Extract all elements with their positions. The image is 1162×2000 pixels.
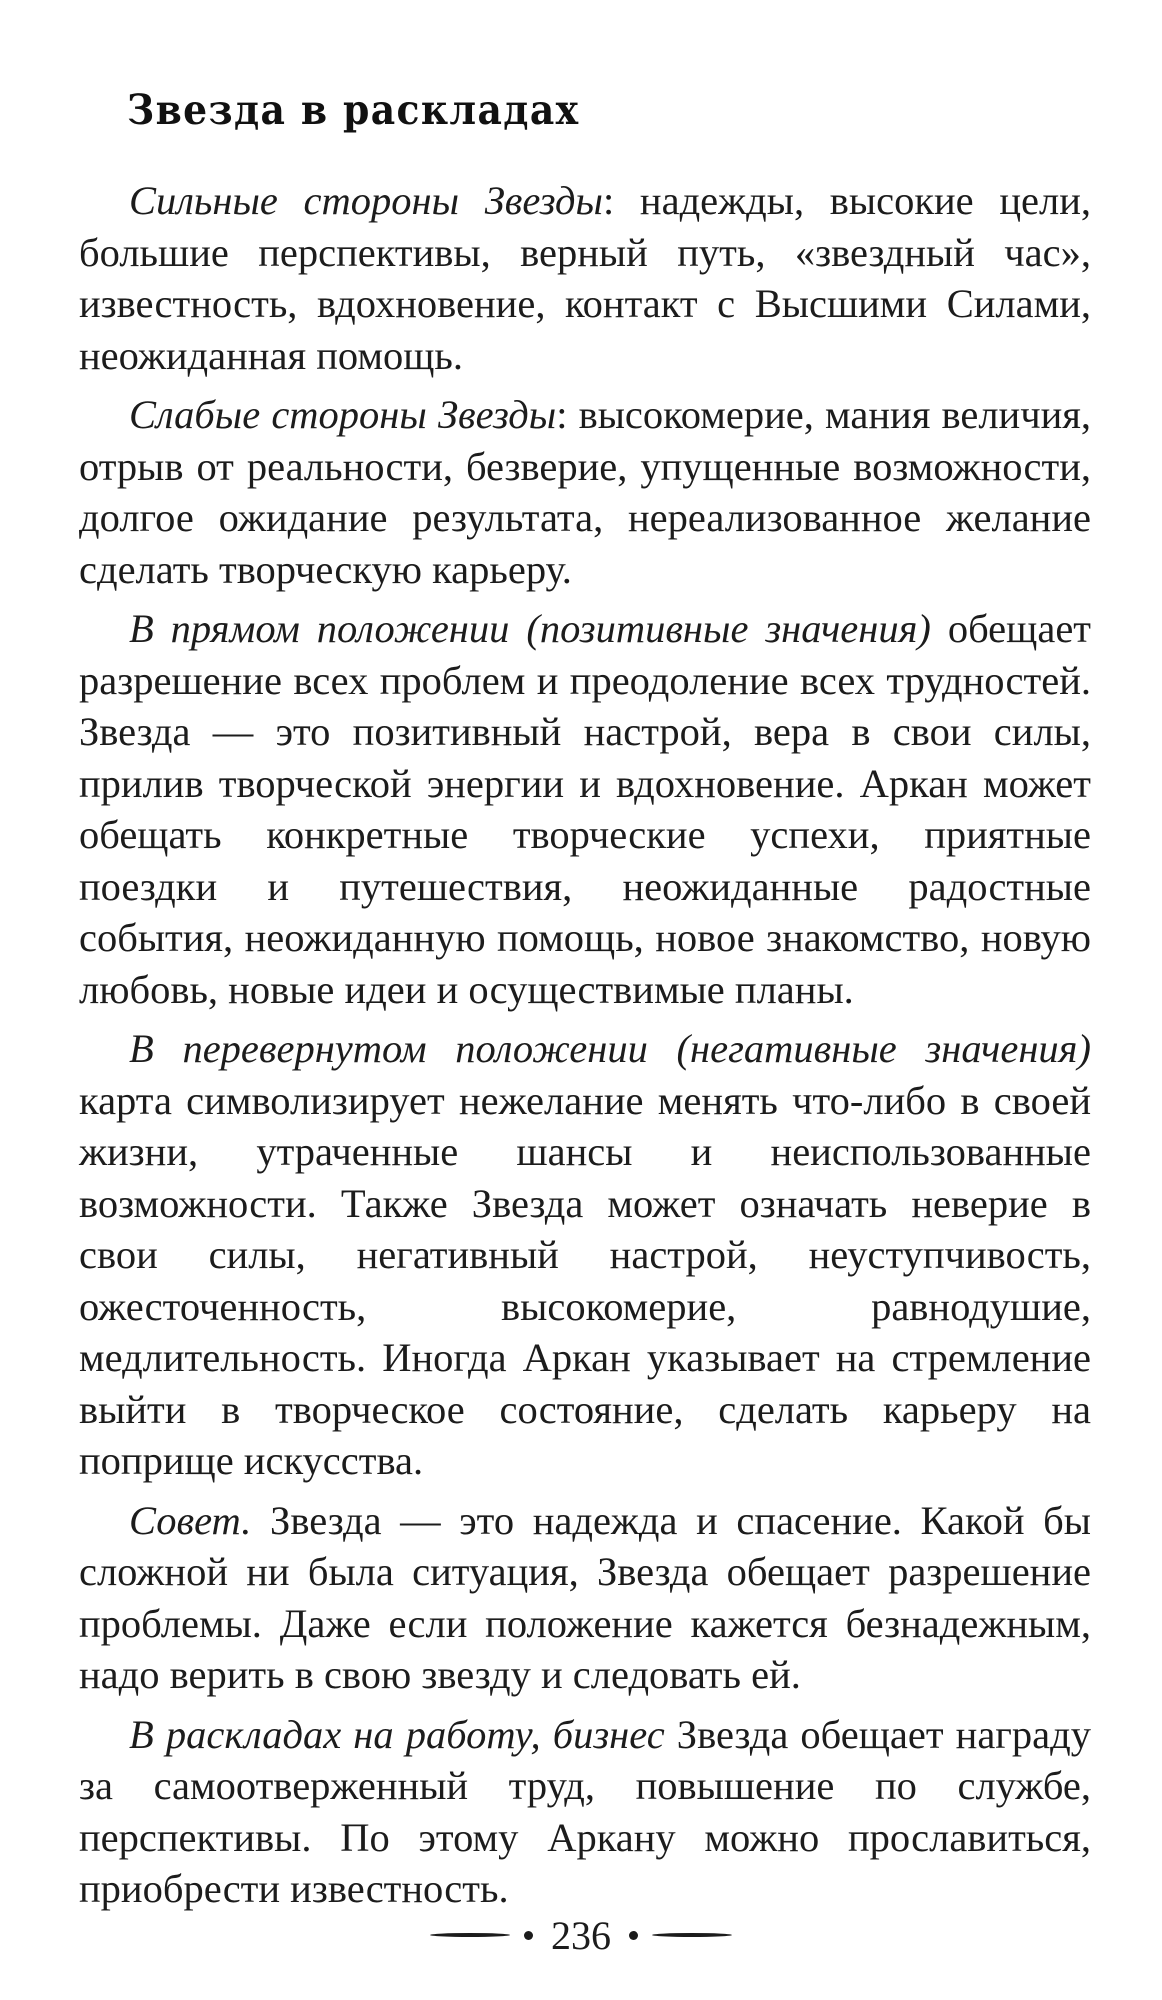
paragraph-text: обещает разрешение всех проблем и преодоление всех трудностей. Звезда — это позитивный настрой, вера в свои силы, прилив творческой энергии и вдохновение. Аркан может обещать конкретные творческие успехи, приятные поездки и путешествия, неожиданные радостные события, неожиданную помощь, новое знакомство, новую любовь, новые идеи и осуществимые планы. (79, 606, 1091, 1012)
paragraph-strengths (79, 175, 1091, 381)
paragraph-text: карта символизирует нежелание менять что-либо в своей жизни, утраченные шансы и неиспользованные возможности. Также Звезда может означать неверие в свои силы, негативный настрой, неуступчивость, ожесточенность, высокомерие, равнодушие, медлительность. Иногда Аркан указывает на стремление выйти в творческое состояние, сделать карьеру на поприще искусства. (79, 1077, 1091, 1483)
paragraph-text: : высокомерие, мания величия, отрыв от реальности, безверие, упущенные возможности, долгое ожидание результата, нереализованное желание сделать творческую карьеру. (79, 392, 1091, 592)
paragraph-lead: Сильные стороны Звезды (129, 178, 603, 223)
paragraph-lead: В раскладах на работу, бизнес (129, 1711, 665, 1757)
paragraph-upright (79, 603, 1091, 1015)
paragraph-weaknesses (79, 389, 1091, 595)
paragraph-lead: В перевернутом положении (негативные значения) (129, 1026, 1091, 1071)
paragraph-lead: В прямом положении (позитивные значения) (129, 606, 931, 651)
paragraph-reversed (79, 1023, 1091, 1487)
paragraph-text: Звезда обещает награду за самоотверженный труд, повышение по службе, перспективы. По этому Аркану можно прославиться, приобрести известность. (79, 1711, 1091, 1911)
left-ornament (430, 1931, 547, 1940)
section-heading: Звезда в раскладах (127, 86, 580, 134)
page-number: 236 (551, 1912, 611, 1958)
ornament-dot (524, 1931, 533, 1940)
paragraph-lead: Слабые стороны Звезды (129, 392, 557, 437)
ornament-line (430, 1933, 510, 1937)
paragraph-text: : надежды, высокие цели, большие перспективы, верный путь, «звездный час», известность, вдохновение, контакт с Высшими Силами, неожиданная помощь. (79, 178, 1091, 378)
paragraph-work (79, 1709, 1091, 1915)
paragraph-text: Звезда — это надежда и спасение. Какой бы сложной ни была ситуация, Звезда обещает разрешение проблемы. Даже если положение кажется безнадежным, надо верить в свою звезду и следовать ей. (79, 1497, 1091, 1697)
ornament-dot (629, 1931, 638, 1940)
right-ornament (615, 1931, 732, 1940)
page-content (79, 80, 1091, 1923)
paragraph-advice (79, 1495, 1091, 1701)
page-footer (0, 1905, 1162, 1965)
paragraph-lead: Совет. (129, 1497, 252, 1543)
ornament-line (652, 1933, 732, 1937)
